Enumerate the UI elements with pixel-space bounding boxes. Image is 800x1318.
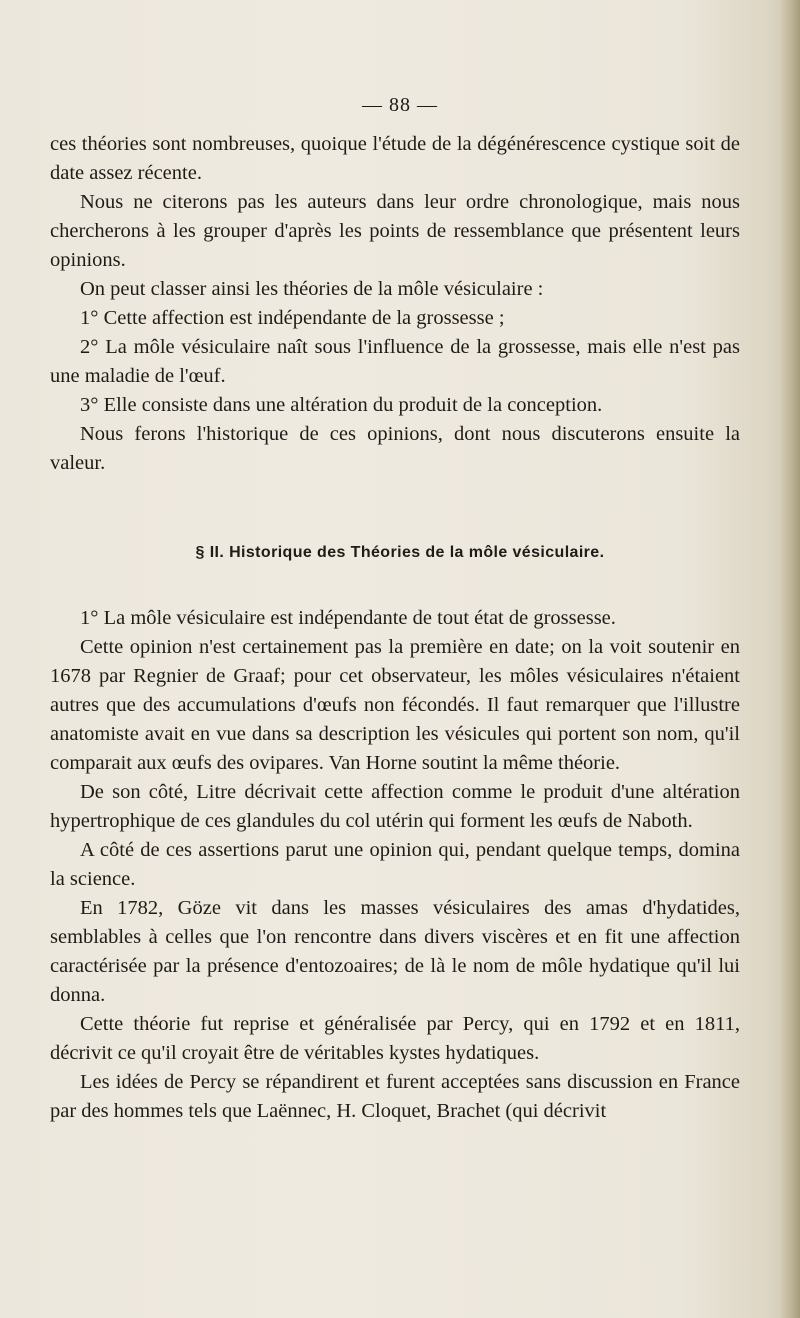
paragraph: 3° Elle consiste dans une altération du produit de la conception.	[80, 394, 603, 416]
paragraph: Nous ne citerons pas les auteurs dans leur ordre chronologique, mais nous chercherons à les grouper d'après les points de ressemblance que présentent leurs opinions.	[50, 191, 740, 271]
paragraph: Nous ferons l'historique de ces opinions, dont nous discuterons ensuite la valeur.	[50, 423, 740, 474]
paragraph: On peut classer ainsi les théories de la môle vésiculaire :	[80, 278, 544, 300]
paragraph: 1° La môle vésiculaire est indépendante de tout état de grossesse.	[80, 607, 616, 629]
section-heading: § II. Historique des Théories de la môle vésiculaire.	[195, 544, 605, 561]
paragraph: Cette opinion n'est certainement pas la première en date; on la voit soutenir en 1678 par Regnier de Graaf; pour cet observateur, les môles vésiculaires n'étaient autres que des accumulations d'œufs non fécondés. Il faut remarquer que l'illustre anatomiste avait en vue dans sa description les vésicules qui portent son nom, qu'il comparait aux œufs des ovipares. Van Horne soutint la même théorie.	[50, 636, 740, 774]
paragraph: Cette théorie fut reprise et généralisée par Percy, qui en 1792 et en 1811, décrivit ce qu'il croyait être de véritables kystes hydatiques.	[50, 1013, 740, 1064]
paragraph: ces théories sont nombreuses, quoique l'étude de la dégénérescence cystique soit de date assez récente.	[50, 133, 740, 184]
page-edge-shadow	[780, 0, 800, 1318]
paragraph: De son côté, Litre décrivait cette affection comme le produit d'une altération hypertrophique de ces glandules du col utérin qui forment les œufs de Naboth.	[50, 781, 740, 832]
paragraph: A côté de ces assertions parut une opinion qui, pendant quelque temps, domina la science.	[50, 839, 740, 890]
text-block-bottom	[50, 604, 740, 1126]
page-number: — 88 —	[362, 94, 438, 116]
paragraph: 1° Cette affection est indépendante de la grossesse ;	[80, 307, 505, 329]
paragraph: Les idées de Percy se répandirent et furent acceptées sans discussion en France par des hommes tels que Laënnec, H. Cloquet, Brachet (qui décrivit	[50, 1071, 740, 1122]
paragraph: En 1782, Göze vit dans les masses vésiculaires des amas d'hydatides, semblables à celles que l'on rencontre dans divers viscères et en fit une affection caractérisée par la présence d'entozoaires; de là le nom de môle hydatique qu'il lui donna.	[50, 897, 740, 1006]
paragraph: 2° La môle vésiculaire naît sous l'influence de la grossesse, mais elle n'est pas une maladie de l'œuf.	[50, 336, 740, 387]
text-block-top	[50, 130, 740, 478]
